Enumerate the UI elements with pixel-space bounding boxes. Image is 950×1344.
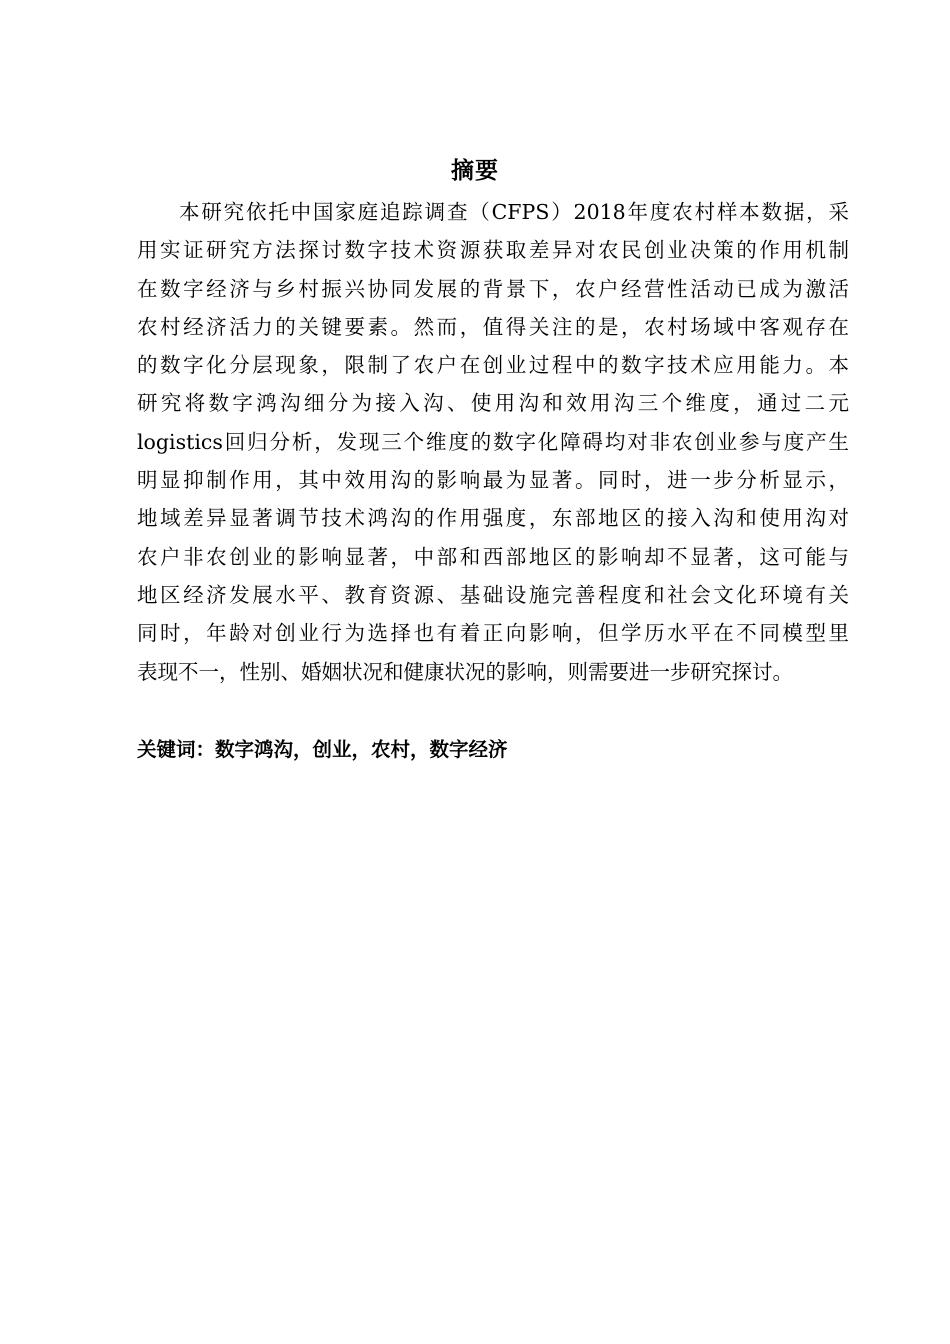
abstract-line: 的数字化分层现象，限制了农户在创业过程中的数字技术应用能力。本 xyxy=(137,353,849,378)
abstract-line: 在数字经济与乡村振兴协同发展的背景下，农户经营性活动已成为激活 xyxy=(137,276,849,301)
abstract-line: 用实证研究方法探讨数字技术资源获取差异对农民创业决策的作用机制 xyxy=(137,238,849,263)
keywords-line: 关键词：数字鸿沟，创业，农村，数字经济 xyxy=(137,738,508,761)
abstract-line: 研究将数字鸿沟细分为接入沟、使用沟和效用沟三个维度，通过二元 xyxy=(137,391,849,416)
abstract-line: 表现不一，性别、婚姻状况和健康状况的影响，则需要进一步研究探讨。 xyxy=(137,659,793,684)
abstract-line: 地域差异显著调节技术鸿沟的作用强度，东部地区的接入沟和使用沟对 xyxy=(137,506,849,531)
abstract-line: 地区经济发展水平、教育资源、基础设施完善程度和社会文化环境有关 xyxy=(137,582,849,607)
abstract-line: 明显抑制作用，其中效用沟的影响最为显著。同时，进一步分析显示， xyxy=(137,468,849,493)
abstract-body xyxy=(137,193,849,691)
abstract-line: 同时，年龄对创业行为选择也有着正向影响，但学历水平在不同模型里 xyxy=(137,621,849,646)
abstract-line: 农户非农创业的影响显著，中部和西部地区的影响却不显著，这可能与 xyxy=(137,544,849,569)
abstract-line: 农村经济活力的关键要素。然而，值得关注的是，农村场域中客观存在 xyxy=(137,314,849,339)
abstract-title: 摘要 xyxy=(451,158,499,184)
abstract-line: 本研究依托中国家庭追踪调查（CFPS）2018年度农村样本数据，采 xyxy=(179,200,849,224)
abstract-line: logistics回归分析，发现三个维度的数字化障碍均对非农创业参与度产生 xyxy=(137,429,849,454)
